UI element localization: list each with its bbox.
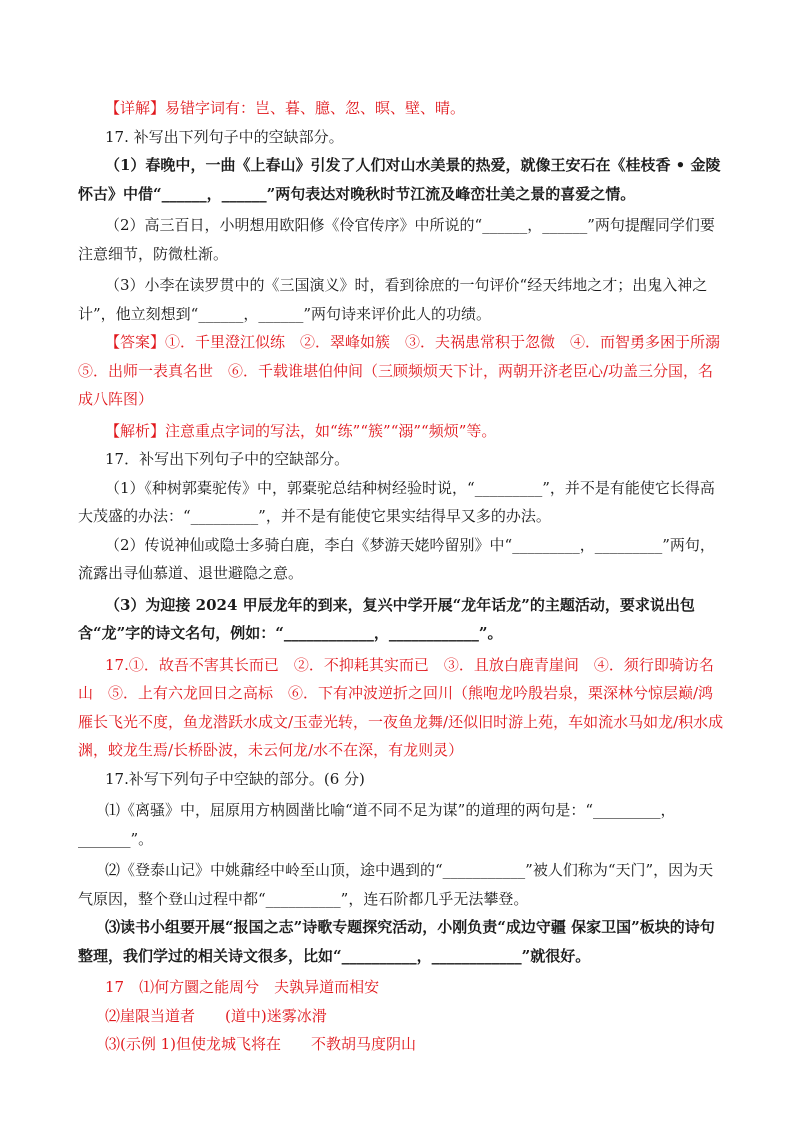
question-17-heading: 17. 补写出下列句子中的空缺部分。 — [105, 127, 344, 146]
analysis-tag: 【解析】 — [105, 421, 166, 440]
question-17-3: （3）小李在读罗贯中的《三国演义》时，看到徐庶的一句评价“经天纬地之才；出鬼入神之计”，他立刻想到“______，______”两句诗来评价此人的功绩。 — [78, 276, 708, 323]
document-page — [78, 94, 736, 1059]
question-17-1: （1）春晚中，一曲《上春山》引发了人们对山水美景的热爱，就像王安石在《桂枝香 • 金陵怀古》中借“______，______”两句表达对晚秋时节江流及峰峦壮美之景的喜爱之情。 — [78, 156, 721, 203]
answer-text: ①．千里澄江似练 ②．翠峰如簇 ③．夫祸患常积于忽微 ④．而智勇多困于所溺 ⑤．出师一表真名世 ⑥．千载谁堪伯仲间（三顾频烦天下计，两朝开济老臣心/功盖三分国，名成八阵图） — [78, 333, 736, 408]
detail-paragraph — [78, 94, 726, 123]
question-17b-2: （2）传说神仙或隐士多骑白鹿，李白《梦游天姥吟留别》中“_________，_________”两句，流露出寻仙慕道、退世避隐之意。 — [78, 535, 715, 582]
question-17c-3: ⑶读书小组要开展“报国之志”诗歌专题探究活动，小刚负责“成边守疆 保家卫国”板块的诗句整理，我们学过的相关诗文很多，比如“__________，____________”就很好。 — [78, 918, 715, 965]
detail-tag: 【详解】 — [105, 99, 166, 117]
question-17b-3: （3）为迎接 2024 甲辰龙年的到来，复兴中学开展“龙年话龙”的主题活动，要求说出包含“龙”字的诗文名句，例如：“____________，____________”。 — [78, 595, 695, 642]
question-17b-heading: 17．补写出下列句子中的空缺部分。 — [105, 450, 350, 468]
question-17b-1: （1）《种树郭橐驼传》中，郭橐驼总结种树经验时说，“_________”，并不是有能使它长得高大茂盛的办法：“_________”，并不是有能使它果实结得早又多的办法。 — [78, 478, 715, 525]
answer-tag: 【答案】 — [105, 333, 166, 351]
question-17c-heading: 17.补写下列句子中空缺的部分。(6 分) — [105, 769, 365, 788]
answer-17b: 17.①．故吾不害其长而已 ②．不抑耗其实而已 ③．且放白鹿青崖间 ④．须行即骑访名山 ⑤．上有六龙回日之高标 ⑥．下有冲波逆折之回川（熊咆龙吟殷岩泉，栗深林兮惊层巅/鸿雁长飞光不度，鱼龙潜跃水成文/玉壶光转，一夜鱼龙舞/还似旧时游上苑，车如流水马如龙/积水成渊，蛟龙生焉/长桥卧波，未云何龙/水不在深，有龙则灵） — [78, 655, 724, 759]
answer-17c-line: ⑵崖限当道者 (道中)迷雾冰滑 — [105, 1006, 327, 1025]
question-17c-2: ⑵《登泰山记》中姚鼐经中岭至山顶，途中遇到的“___________”被人们称为“天门”，因为天气原因，整个登山过程中都“__________”，连石阶都几乎无法攀登。 — [78, 861, 714, 908]
question-17-2: （2）高三百日，小明想用欧阳修《伶官传序》中所说的“______，______”两句提醒同学们要注意细节，防微杜渐。 — [78, 216, 715, 263]
analysis-text: 注意重点字词的写法，如“练”“簇”“溺”“频烦”等。 — [165, 421, 497, 440]
detail-text: 易错字词有：岂、暮、臆、忽、暝、壁、晴。 — [165, 99, 466, 117]
analysis-paragraph — [78, 417, 726, 446]
answer-17c — [78, 973, 726, 1059]
question-17c-1: ⑴《离骚》中，屈原用方枘圆凿比喻“道不同不足为谋”的道理的两句是：“_________，_______”。 — [78, 801, 676, 848]
answer-17c-line: ⑶(示例 1)但使龙城飞将在 不教胡马度阴山 — [105, 1035, 417, 1053]
answer-paragraph — [78, 328, 736, 414]
answer-17c-line: 17 ⑴何方圜之能周兮 夫孰异道而相安 — [105, 978, 380, 996]
